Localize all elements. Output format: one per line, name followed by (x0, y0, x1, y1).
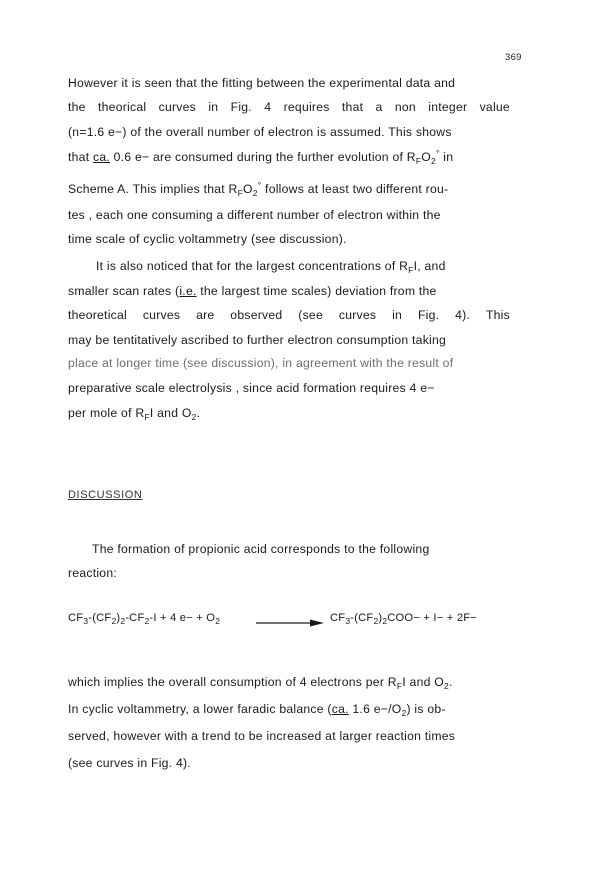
text: smaller scan rates ( (68, 284, 180, 298)
word: curves (142, 308, 181, 322)
word: non (394, 100, 416, 114)
eq-text: + 2F (443, 612, 471, 624)
subscript: F (408, 265, 414, 275)
paragraph-1-line-5 (68, 182, 448, 196)
eq-text: -(CF (350, 612, 374, 624)
paragraph-1-line-3: (n=1.6 e−) of the overall number of electron is assumed. This shows (68, 125, 452, 139)
eq-text: ) (116, 612, 121, 624)
word: integer (428, 100, 468, 114)
text: I and O (149, 406, 192, 420)
eq-text: + O (192, 612, 216, 624)
superscript: ° (257, 180, 262, 190)
paragraph-4-line-2 (68, 702, 446, 716)
text: I and O (402, 675, 445, 689)
eq-text: − (186, 612, 193, 624)
eq-text: -I + 4 e (149, 612, 187, 624)
word: curves (158, 100, 197, 114)
text: It is also noticed that for the largest concentrations of R (96, 259, 409, 273)
word: curves (338, 308, 377, 322)
word: This (485, 308, 510, 322)
text: follows at least two different rou- (261, 182, 449, 196)
paragraph-3-line-2: reaction: (68, 566, 117, 580)
eq-text: -(CF (88, 612, 112, 624)
subscript: 2 (191, 412, 197, 422)
paragraph-1-line-1: However it is seen that the fitting between the experimental data and (68, 76, 456, 90)
text: ) is ob- (406, 702, 446, 716)
text: . (196, 406, 201, 420)
paragraph-2-line-5: place at longer time (see discussion), in agreement with the result of (68, 356, 454, 370)
reaction-arrow-icon (256, 619, 324, 627)
eq-text: − (436, 612, 444, 624)
word: Fig. (230, 100, 252, 114)
equation-reactants (68, 612, 220, 624)
eq-text: CF (330, 612, 346, 624)
word: 4). (455, 308, 471, 322)
word: theorical (98, 100, 147, 114)
eq-text: − (470, 612, 478, 624)
abbreviation-ca: ca. (92, 150, 110, 164)
paragraph-2-line-3 (68, 308, 510, 322)
superscript: ° (436, 148, 440, 158)
equation-products (330, 612, 477, 624)
subscript: F (396, 681, 403, 691)
subscript: 3 (83, 616, 89, 626)
subscript: 2 (120, 616, 126, 626)
eq-text: CF (68, 612, 84, 624)
eq-text: + I (420, 612, 437, 624)
paragraph-2-line-4: may be tentitatively ascribed to further electron consumption taking (68, 333, 447, 347)
text: O (421, 150, 432, 164)
page-number: 369 (505, 52, 522, 63)
subscript: F (415, 156, 422, 166)
text: 0.6 e− are consumed during the further evolution of R (109, 150, 416, 164)
word: 4 (264, 100, 272, 114)
text: per mole of R (68, 406, 145, 420)
word: a (375, 100, 383, 114)
word: the (68, 100, 86, 114)
text: In cyclic voltammetry, a lower faradic balance ( (68, 702, 332, 716)
text: the largest time scales) deviation from the (196, 284, 437, 298)
paragraph-1-line-7: time scale of cyclic voltammetry (see discussion). (68, 232, 347, 246)
paragraph-3-line-1: The formation of propionic acid corresponds to the following (92, 542, 430, 556)
word: are (196, 308, 215, 322)
text: in (439, 150, 454, 164)
word: that (341, 100, 364, 114)
eq-text: COO (387, 612, 414, 624)
subscript: F (237, 188, 244, 198)
paragraph-1-line-4 (68, 150, 453, 164)
subscript: 2 (252, 188, 258, 198)
word: observed (230, 308, 283, 322)
word: in (208, 100, 219, 114)
subscript: 2 (144, 616, 150, 626)
word: value (479, 100, 510, 114)
eq-text: -CF (125, 612, 145, 624)
paragraph-1-line-6: tes , each one consuming a different number of electron within the (68, 208, 441, 222)
text: Scheme A. This implies that R (68, 182, 238, 196)
paragraph-2-line-7 (68, 406, 200, 420)
text: that (68, 150, 93, 164)
paragraph-4-line-4: (see curves in Fig. 4). (68, 756, 191, 770)
eq-text: ) (378, 612, 383, 624)
word: in (392, 308, 403, 322)
text: . (449, 675, 453, 689)
paragraph-2-line-2 (68, 284, 437, 298)
subscript: 2 (444, 681, 449, 691)
eq-text: − (413, 612, 421, 624)
word: (see (298, 308, 323, 322)
subscript: 2 (215, 616, 221, 626)
abbreviation-ca: ca. (331, 702, 349, 716)
paragraph-2-line-6: preparative scale electrolysis , since acid formation requires 4 e− (68, 381, 435, 395)
paragraph-2-line-1 (96, 259, 446, 273)
text: I, and (413, 259, 446, 273)
paragraph-1-line-2 (68, 100, 510, 114)
paragraph-4-line-3: served, however with a trend to be increased at larger reaction times (68, 729, 456, 743)
subscript: 2 (373, 616, 379, 626)
abbreviation-ie: i.e. (179, 284, 197, 298)
subscript: 2 (111, 616, 117, 626)
word: Fig. (417, 308, 440, 322)
text: which implies the overall consumption of 4 electrons per R (68, 675, 397, 689)
subscript: 2 (431, 156, 436, 166)
subscript: F (144, 412, 150, 422)
subscript: 2 (382, 616, 388, 626)
word: requires (283, 100, 330, 114)
text: O (243, 182, 253, 196)
paragraph-4-line-1 (68, 675, 453, 689)
text: 1.6 e−/O (348, 702, 402, 716)
word: theoretical (68, 308, 127, 322)
section-heading: DISCUSSION (68, 489, 143, 501)
subscript: 2 (401, 708, 407, 718)
subscript: 3 (345, 616, 351, 626)
